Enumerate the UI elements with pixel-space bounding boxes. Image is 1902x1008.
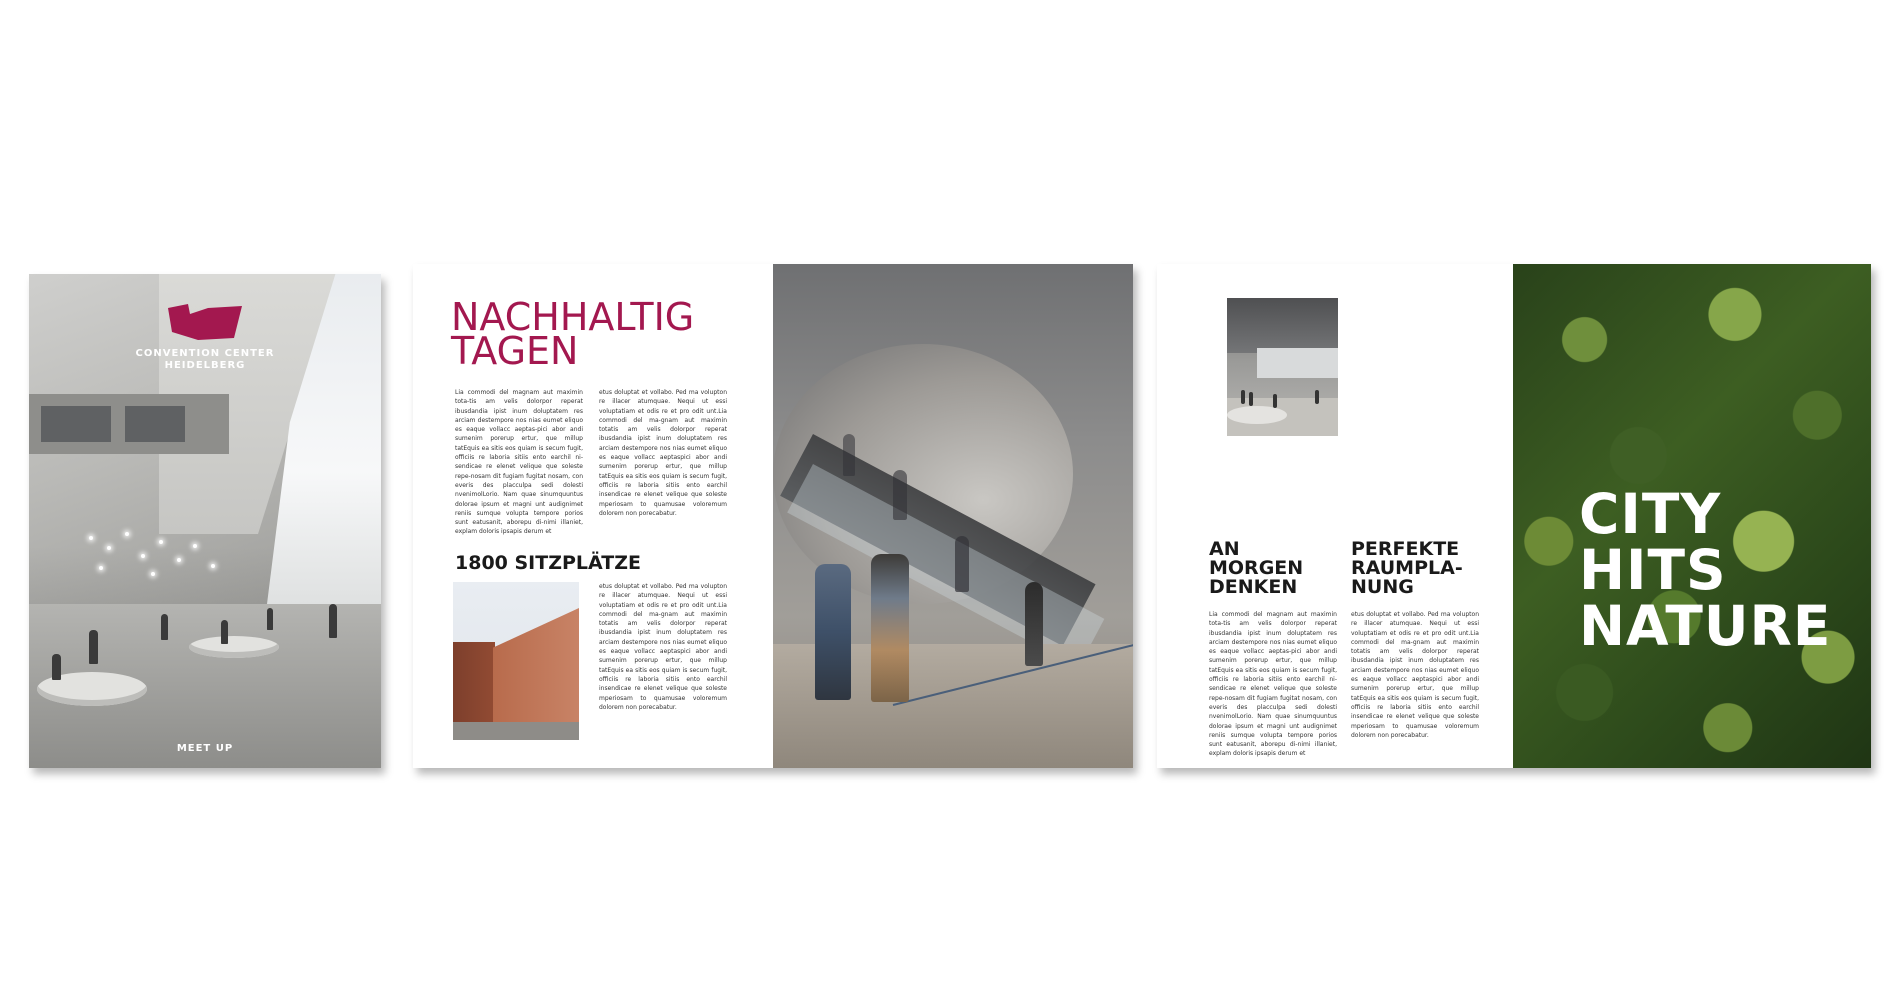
lobby-bench xyxy=(1227,406,1287,424)
lobby-ceiling xyxy=(1227,298,1338,353)
cover-balcony-window xyxy=(125,406,185,442)
escalator-visitor xyxy=(1025,582,1043,666)
heading-line: PERFEKTE xyxy=(1351,538,1460,560)
heading-line: MORGEN xyxy=(1209,557,1304,579)
forest-title-line: NATURE xyxy=(1579,594,1832,658)
escalator-visitor xyxy=(843,434,855,476)
photo-lobby-interior xyxy=(1227,298,1338,436)
heading-perfekte-raumplanung xyxy=(1351,540,1463,597)
lobby-visitor xyxy=(1273,394,1277,408)
body-column-2: etus doluptat et vollabo. Ped ma volupton re illacer atumquae. Nequi ut essi voluptatiam et odis re et pro odit unt.Lia commodi del ma-gnam aut maximin totatis am velis dolorpor reperat ibusdandia ipist inum doluptatem res arciam destempore nos nias eumet eliquo es eaque vollacc aeptaspici abor andi sumenim porerup ertur, que millup tatEquis ea sitis eos quiam is secum fugit, officiis re laboria sitiis ento earchil insendicae re elenet velique que soleste mperiosam to quamusae voloremum dolorem non porecabatur. xyxy=(1351,611,1479,739)
heading-line: DENKEN xyxy=(1209,576,1298,598)
heading-line: AN xyxy=(1209,538,1240,560)
spread-nachhaltig-tagen[interactable] xyxy=(413,264,1133,768)
subheading-sitzplaetze: 1800 SITZPLÄTZE xyxy=(455,552,641,574)
body-column-1: Lia commodi del magnam aut maximin tota-tis am velis dolorpor reperat ibusdandia ipist inum doluptatem res arciam destempore nos nias eumet eliquo es eaque vollacc aeptas-pici abor andi sumenim porerup ertur, que millup tatEquis ea sitis eos quiam is secum fugit, officiis re laboria sitiis ento earchil ni-sendicae re elenet velique que soleste repe-nosam dit fugiam fugitat nosam, con everis des placculpa sedi dolesti nvenimolLorio. Nam quae sinumquuntus dolorae ipsum et magni unt audignimet reniis sumque volupta tempore porios sunt eatusanit, aborepu di-nimi illaniet, explam doloris ipsapis derum et xyxy=(455,389,583,536)
lobby-visitor xyxy=(1315,390,1319,404)
photo-escalator-hall xyxy=(773,264,1133,768)
brand-line-1: CONVENTION CENTER xyxy=(135,348,275,359)
lobby-window xyxy=(1257,348,1338,378)
forest-title-line: CITY xyxy=(1579,482,1722,546)
photo-forest-aerial xyxy=(1513,264,1871,768)
cover-footer-label: MEET UP xyxy=(176,743,234,754)
cover-visitor xyxy=(221,620,228,644)
cover-visitor xyxy=(89,630,98,664)
cover-logo xyxy=(29,304,381,372)
cover-visitor xyxy=(267,608,273,630)
heading-line: RAUMPLA- xyxy=(1351,557,1463,579)
escalator-visitor xyxy=(955,536,969,592)
cover-round-bench xyxy=(189,636,279,658)
spread-city-hits-nature[interactable] xyxy=(1157,264,1871,768)
body-column-3: etus doluptat et vollabo. Ped ma volupton re illacer atumquae. Nequi ut essi voluptatiam et odis re et pro odit unt.Lia commodi del ma-gnam aut maximin totatis am velis dolorpor reperat ibusdandia ipist inum doluptatem res arciam destempore nos nias eumet eliquo es eaque vollacc aeptaspici abor andi sumenim porerup ertur, que millup tatEquis ea sitis eos quiam is secum fugit, officiis re laboria sitiis ento earchil insendicae re elenet velique que soleste mperiosam to quamusae voloremum dolorem non porecabatur. xyxy=(599,583,727,711)
headline-line: NACHHALTIG xyxy=(451,295,695,339)
cover-visitor xyxy=(161,614,168,640)
body-column-2: etus doluptat et vollabo. Ped ma volupton re illacer atumquae. Nequi ut essi voluptatiam et odis re et pro odit unt.Lia commodi del ma-gnam aut maximin totatis am velis dolorpor reperat ibusdandia ipist inum doluptatem res arciam destempore nos nias eumet eliquo es eaque vollacc aeptaspici abor andi sumenim porerup ertur, que millup tatEquis ea sitis eos quiam is secum fugit, officiis re laboria sitiis ento earchil insendicae re elenet velique que soleste mperiosam to quamusae voloremum dolorem non porecabatur. xyxy=(599,389,727,517)
building-front-face xyxy=(493,608,579,740)
cover-visitor xyxy=(52,654,61,680)
escalator-visitor xyxy=(815,564,851,700)
cover-visitor xyxy=(329,604,337,638)
lobby-visitor xyxy=(1241,390,1245,404)
escalator-visitor xyxy=(871,554,909,702)
convention-center-logo-icon xyxy=(168,304,242,340)
heading-line: NUNG xyxy=(1351,576,1414,598)
heading-an-morgen-denken xyxy=(1209,540,1303,597)
photo-building-exterior xyxy=(453,582,579,740)
lobby-visitor xyxy=(1249,392,1253,406)
brochure-cover[interactable] xyxy=(29,274,381,768)
headline-line: TAGEN xyxy=(451,329,579,373)
building-ground xyxy=(453,722,579,740)
escalator-visitor xyxy=(893,470,907,520)
cover-balcony-window xyxy=(41,406,111,442)
forest-title-line: HITS xyxy=(1579,538,1727,602)
brand-line-2: HEIDELBERG xyxy=(164,360,246,371)
headline-nachhaltig-tagen xyxy=(451,295,695,373)
body-column-1: Lia commodi del magnam aut maximin tota-tis am velis dolorpor reperat ibusdandia ipist inum doluptatem res arciam destempore nos nias eumet eliquo es eaque vollacc aeptas-pici abor andi sumenim porerup ertur, que millup tatEquis ea sitis eos quiam is secum fugit, officiis re laboria sitiis ento earchil ni-sendicae re elenet velique que soleste repe-nosam dit fugiam fugitat nosam, con everis des placculpa sedi dolesti nvenimolLorio. Nam quae sinumquuntus dolorae ipsum et magni unt audignimet reniis sumque volupta tempore porios sunt eatusanit, aborepu di-nimi illaniet, explam doloris ipsapis derum et xyxy=(1209,611,1337,758)
title-city-hits-nature xyxy=(1579,482,1832,658)
